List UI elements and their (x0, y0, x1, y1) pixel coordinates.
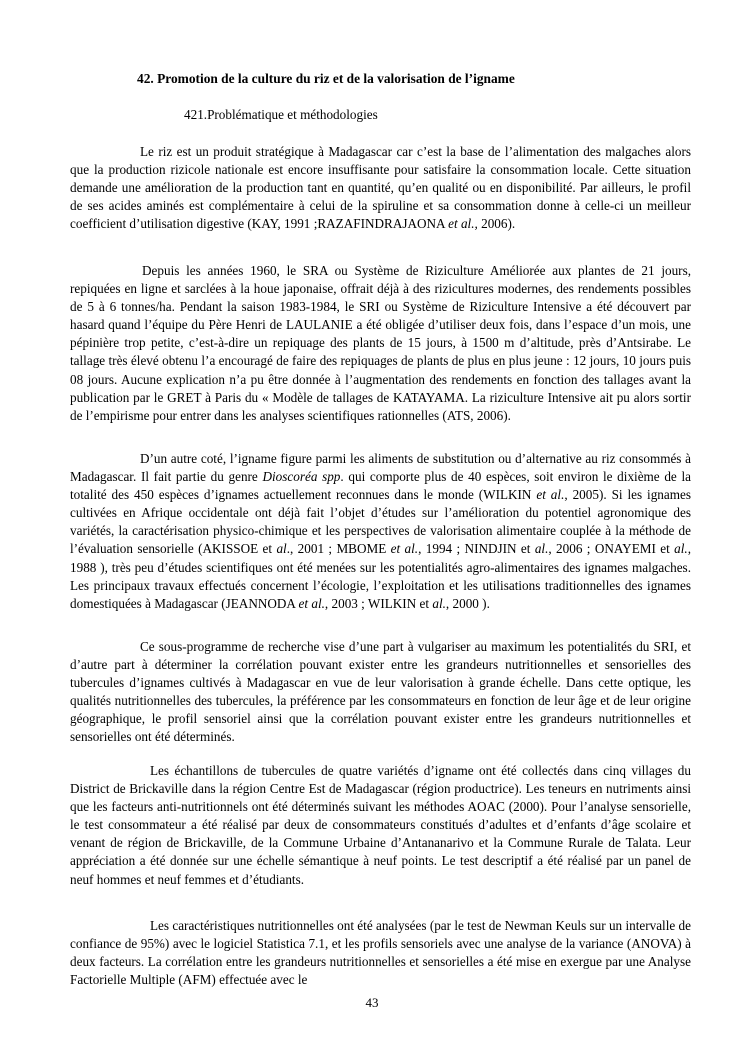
italic-run: Dioscoréa spp (262, 469, 341, 485)
italic-run: et al. (536, 487, 565, 503)
paragraph-samples: Les échantillons de tubercules de quatre variétés d’igname ont été collectés dans cinq villages du District de Brickaville dans la région Centre Est de Madagascar (région productrice). Les teneurs en nutriments ainsi que les facteurs anti-nutritionnels ont été déterminés suivant les méthodes AOAC (2000). Pour l’analyse sensorielle, le test consommateur a été réalisé par deux de consommateurs constitués d’adultes et d’enfants d’âge scolaire et venant de région de Brickaville, de la Commune Urbaine d’Antananarivo et la Commune Rurale de Talata. Leur appréciation a été donnée sur une échelle sémantique à neuf points. Le test descriptif a été réalisé par un panel de neuf hommes et neuf femmes et d’étudiants. (70, 763, 691, 887)
italic-run: al. (674, 541, 688, 557)
text-run: D’un autre coté, l’igname figure parmi les aliments de substitution ou d’alternative au riz consommés à Madagascar. Il fait partie du genre (70, 451, 691, 485)
text-run: 2006). (477, 216, 516, 232)
text-run: . qui comporte plus de 40 espèces, soit environ le dixième de la totalité des 450 espèces d’ignames actuellement reconnues dans le monde (WILKIN (70, 469, 691, 503)
italic-run: et al. (390, 541, 419, 557)
paragraph-yam (70, 450, 691, 613)
italic-run: al (276, 541, 287, 557)
italic-run: et al., (448, 216, 478, 232)
paragraph-sri: Depuis les années 1960, le SRA ou Système de Riziculture Améliorée aux plantes de 21 jours, repiquées en ligne et sarclées à la houe japonaise, offrait déjà à des rizicultures modernes, des rendements possibles de 5 à 6 tonnes/ha. Pendant la saison 1983-1984, le SRI ou Système de Riziculture Intensive a été découvert par hasard quand l’équipe du Père Henri de LAULANIE a été obligée d’utiliser deux fois, dans l’espace d’un mois, une pépinière trop petite, c’est-à-dire un repiquage des plants de 15 jours, à 1500 m d’altitude, près d’Antsirabe. Le tallage très élevé obtenu l’a encouragé de faire des repiquages de plants de plus en plus jeune : 12 jours, 10 jours puis 08 jours. Aucune explication n’a pu être donnée à l’augmentation des rendements en fonction des tallages avant la publication par le GRET à Paris du « Modèle de tallages de KATAYAMA. La riziculture Intensive ait pu alors sortir de l’empirisme pour entrer dans les analyses scientifiques rationnelles (ATS, 2006). (70, 263, 691, 423)
text-run: ., 2001 ; MBOME (286, 541, 391, 557)
text-run: , 1994 ; NINDJIN et (418, 541, 535, 557)
section-heading: 42. Promotion de la culture du riz et de la valorisation de l’igname (137, 71, 515, 86)
paragraph-statistics: Les caractéristiques nutritionnelles ont été analysées (par le test de Newman Keuls sur un intervalle de confiance de 95%) avec le logiciel Statistica 7.1, et les profils sensoriels avec une analyse de la variance (ANOVA) à deux facteurs. La corrélation entre les grandeurs nutritionnelles et sensorielles a été mise en exergue par une Analyse Factorielle Multiple (AFM) effectuée avec le (70, 918, 691, 988)
text-run: , 1988 ), très peu d’études scientifiques ont été menées sur les potentialités agro-alimentaires des ignames malgaches. Les principaux travaux effectués concernent l’écologie, l’exploitation et les utilisations traditionnelles des ignames domestiquées à Madagascar (JEANNODA (70, 541, 691, 611)
italic-run: et al. (298, 595, 325, 611)
text-run: , 2005). Si les ignames cultivées en Afrique occidentale ont déjà fait l’objet d’études sur l’amélioration du potentiel agronomique des variétés, la caractérisation physico-chimique et les perspectives de valorisation alimentaire couplée à la méthode de l’évaluation sensorielle (AKISSOE et (70, 487, 691, 557)
subsection-heading: 421.Problématique et méthodologies (184, 107, 378, 122)
text-run: , 2003 ; WILKIN et (324, 595, 433, 611)
text-run: Le riz est un produit stratégique à Madagascar car c’est la base de l’alimentation des malgaches alors que la production rizicole nationale est encore insuffisante pour satisfaire la consommation locale. Cette situation demande une amélioration de la production tant en quantité, qu’en qualité ou en disponibilité. Par ailleurs, le profil de ses acides aminés est complémentaire à celui de la spiruline et sa consommation donne à celle-ci un meilleur coefficient d’utilisation digestive (KAY, 1991 ;RAZAFINDRAJAONA (70, 144, 691, 232)
italic-run: al. (432, 595, 446, 611)
page-number: 43 (365, 995, 379, 1010)
paragraph-rice (70, 143, 691, 233)
text-run: , 2006 ; ONAYEMI et (548, 541, 675, 557)
text-run: , 2000 ). (445, 595, 490, 611)
paragraph-subprogram: Ce sous-programme de recherche vise d’une part à vulgariser au maximum les potentialités du SRI, et d’autre part à déterminer la corrélation pouvant exister entre les grandeurs nutritionnelles et sensorielles des tubercules d’ignames cultivés à Madagascar en vue de leur valorisation à grande échelle. Dans cette optique, les qualités nutritionnelles des tubercules, la préférence par les consommateurs en fonction de leur âge et de leur origine géographique, le profil sensoriel ainsi que la corrélation pouvant exister entre les grandeurs nutritionnelles et sensorielles ont été déterminés. (70, 639, 691, 745)
italic-run: al. (534, 541, 549, 557)
